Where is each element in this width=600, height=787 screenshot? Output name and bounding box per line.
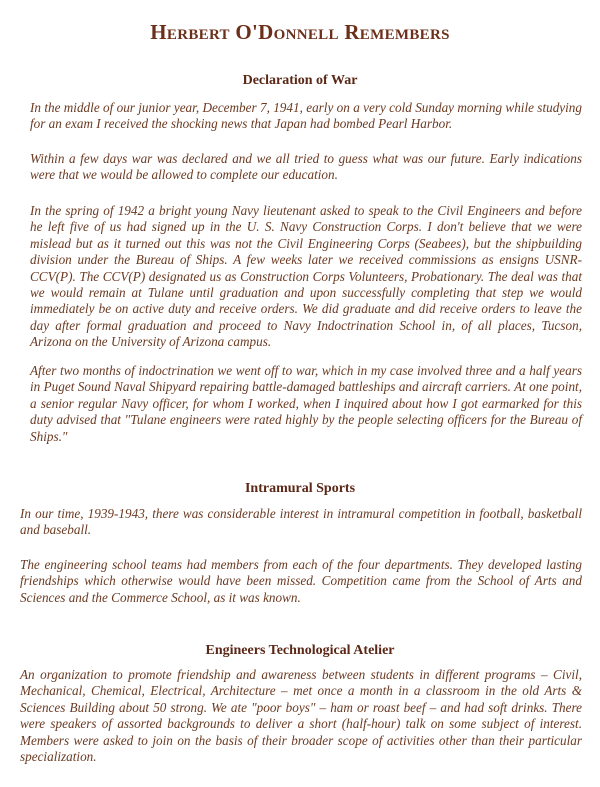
paragraph: An organization to promote friendship and awareness between students in different programs – Civil, Mechanical, Chemical, Electrical, Architecture – met once a month in a classroom in the old Arts & Sciences Building about 50 strong. We ate "poor boys" – ham or roast beef – and had soft drinks. There were speakers of assorted backgrounds to deliver a short (half-hour) talk on some subject of interest. Members were asked to join on the basis of their broader scope of activities other than their particular specialization. <box>20 667 582 765</box>
paragraph: In the spring of 1942 a bright young Navy lieutenant asked to speak to the Civil Engineers and before he left five of us had signed up in the U. S. Navy Construction Corps. I don't believe that we were mislead but as it turned out this was not the Civil Engineering Corps (Seabees), but the shipbuilding division under the Bureau of Ships. A few weeks later we received commissions as ensigns USNR-CCV(P). The CCV(P) designated us as Construction Corps Volunteers, Probationary. The deal was that we would remain at Tulane until graduation and upon successfully completing that step we would immediately be on active duty and receive orders. We did graduate and did receive orders to leave the day after formal graduation and proceed to Navy Indoctrination School in, of all places, Tucson, Arizona on the University of Arizona campus. <box>30 203 582 350</box>
paragraph: Within a few days war was declared and we all tried to guess what was our future. Early indications were that we would be allowed to complete our education. <box>30 151 582 183</box>
paragraph: In our time, 1939-1943, there was considerable interest in intramural competition in football, basketball and baseball. <box>20 506 582 538</box>
section-heading-engineers-technological-atelier: Engineers Technological Atelier <box>205 643 395 658</box>
section-heading-intramural-sports: Intramural Sports <box>244 481 356 496</box>
page-title: Herbert O'Donnell Remembers <box>150 20 450 44</box>
paragraph: After two months of indoctrination we went off to war, which in my case involved three and a half years in Puget Sound Naval Shipyard repairing battle-damaged battleships and aircraft carriers. At one point, a senior regular Navy officer, for whom I worked, when I inquired about how I got earmarked for this duty advised that "Tulane engineers were rated highly by the people selecting officers for the Bureau of Ships." <box>30 363 582 444</box>
section-heading-declaration-of-war: Declaration of War <box>242 73 358 88</box>
paragraph: In the middle of our junior year, December 7, 1941, early on a very cold Sunday morning while studying for an exam I received the shocking news that Japan had bombed Pearl Harbor. <box>30 100 582 132</box>
paragraph: The engineering school teams had members from each of the four departments. They developed lasting friendships which otherwise would have been missed. Competition came from the School of Arts and Sciences and the Commerce School, as it was known. <box>20 557 582 605</box>
